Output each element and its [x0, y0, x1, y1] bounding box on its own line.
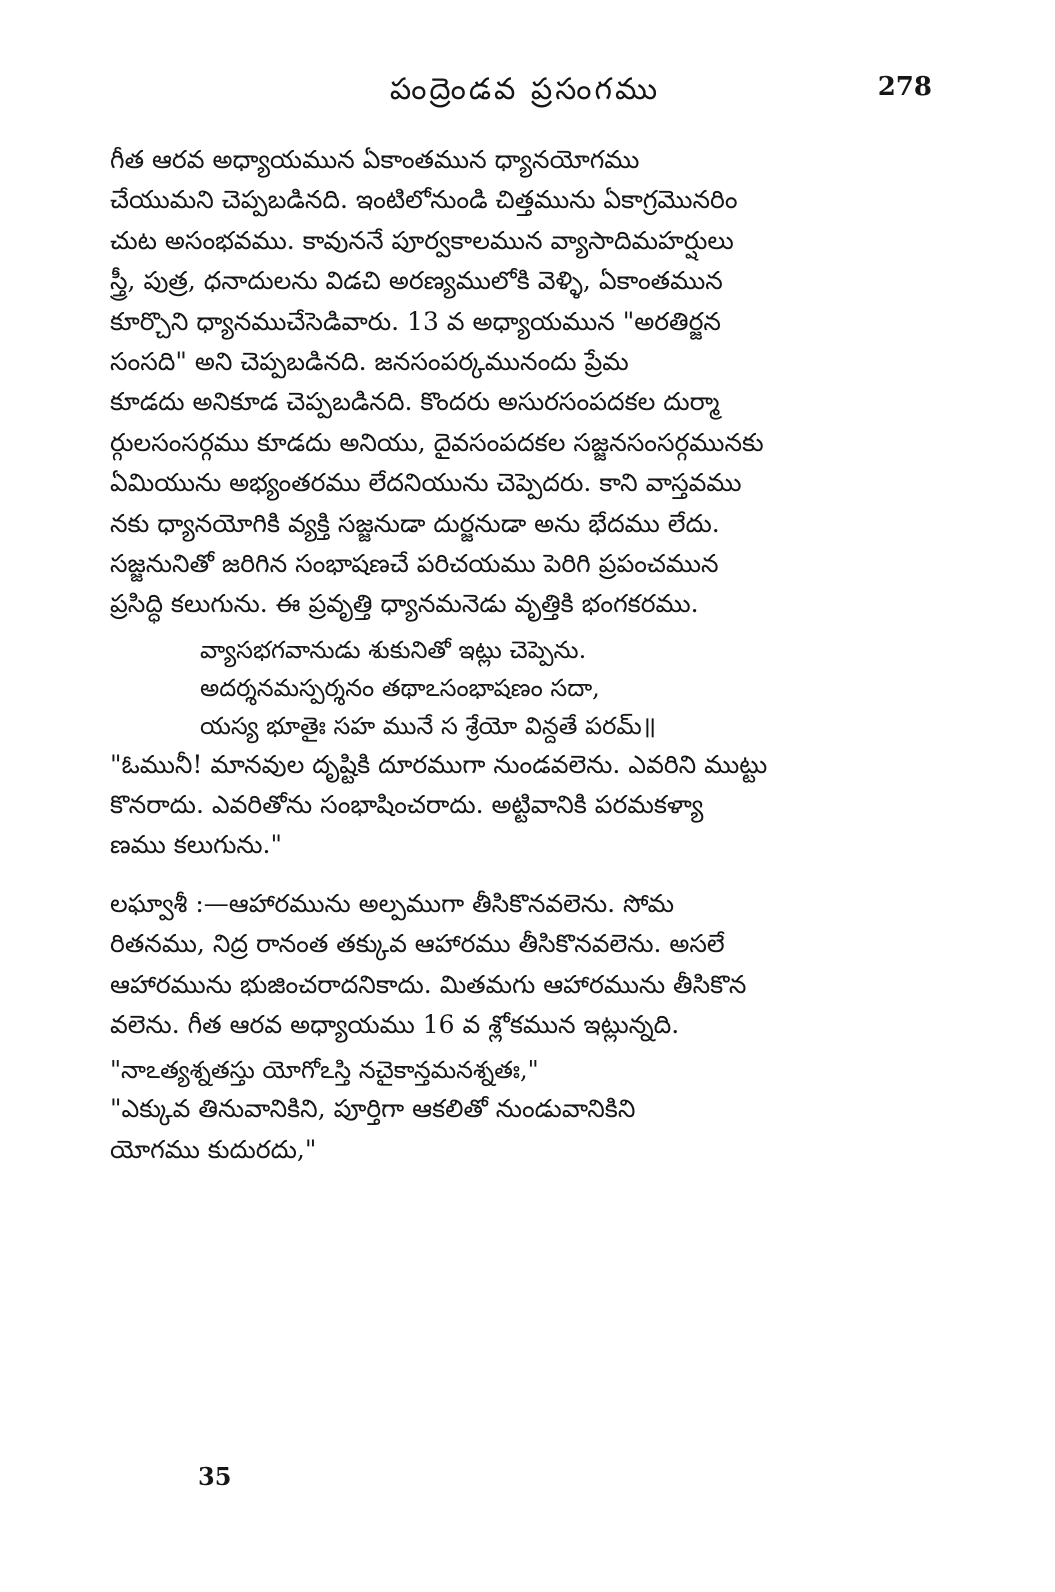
text-line: రితనము, నిద్ర రానంత తక్కువ ఆహారము తీసికొనవలెను. అసలే [110, 929, 725, 959]
text-line: "ఓమునీ! మానవుల దృష్టికి దూరముగా నుండవలెను. ఎవరిని ముట్టు [110, 749, 768, 779]
text-line: కూర్చొని ధ్యానముచేసెడివారు. 13 వ అధ్యాయమున "అరతిర్జన [110, 306, 721, 336]
text-line: ప్రసిద్ధి కలుగును. ఈ ప్రవృత్తి ధ్యానమనెడు వృత్తికి భంగకరము. [110, 589, 699, 619]
text-line: ఏమియును అభ్యంతరము లేదనియును చెప్పెదరు. కాని వాస్తవము [110, 468, 742, 498]
text-line: చేయుమని చెప్పబడినది. ఇంటిలోనుండి చిత్తమును ఏకాగ్రమొనరిం [110, 185, 738, 215]
text-line: చుట అసంభవము. కావుననే పూర్వకాలమున వ్యాసాదిమహర్షులు [110, 225, 734, 255]
text-line: సజ్జనునితో జరిగిన సంభాషణచే పరిచయము పెరిగి ప్రపంచమున [110, 548, 719, 578]
text-line: నకు ధ్యానయోగికి వ్యక్తి సజ్జనుడా దుర్జనుడా అను భేదము లేదు. [110, 508, 720, 538]
quote-line: వ్యాసభగవానుడు శుకునితో ఇట్లు చెప్పెను. [200, 635, 587, 664]
verse-quote [110, 631, 940, 745]
signature-mark: 35 [198, 1462, 232, 1491]
quote-line: యస్య భూతైః సహ మునే స శ్రేయో విన్దతే పరమ్॥ [200, 711, 657, 740]
text-line: కూడదు అనికూడ చెప్పబడినది. కొందరు అసురసంపదకల దుర్మా [110, 387, 720, 417]
quote-line: అదర్శనమస్పర్శనం తథాఽసంభాషణం సదా, [200, 673, 600, 702]
text-line: గీత ఆరవ అధ్యాయమున ఏకాంతమున ధ్యానయోగము [110, 145, 640, 174]
text-line: ణము కలుగును." [110, 830, 282, 860]
text-line: ఆహారమును భుజించరాదనికాదు. మితమగు ఆహారమును తీసికొన [110, 969, 747, 999]
text-line: ర్గులసంసర్గము కూడదు అనియు, దైవసంపదకల సజ్జనసంసర్గమునకు [110, 427, 764, 457]
body-text [110, 140, 940, 1170]
text-line: యోగము కుదురదు," [110, 1134, 317, 1164]
page-header [110, 72, 940, 112]
text-line: స్త్రీ, పుత్ర, ధనాదులను విడచి అరణ్యములోకి వెళ్ళి, ఏకాంతమున [110, 266, 723, 296]
verse-line: "నాఽత్యశ్నతస్తు యోగోఽస్తి నచైకాన్తమనశ్నతః," [110, 1056, 539, 1085]
text-line: కొనరాదు. ఎవరితోను సంభాషించరాదు. అట్టివానికి పరమకళ్యా [110, 790, 704, 820]
text-line: "ఎక్కువ తినువానికిని, పూర్తిగా ఆకలితో నుండువానికిని [110, 1094, 636, 1124]
text-line: వలెను. గీత ఆరవ అధ్యాయము 16 వ శ్లోకమున ఇట్లున్నది. [110, 1010, 680, 1040]
page-number: 278 [877, 72, 932, 102]
running-title: పంద్రెండవ ప్రసంగము [389, 72, 661, 107]
text-line: సంసది" అని చెప్పబడినది. జనసంపర్కమునందు ప్రేమ [110, 346, 629, 376]
text-line: లఘ్వాశీ :—ఆహారమును అల్పముగా తీసికొనవలెను. సోమ [110, 888, 675, 918]
